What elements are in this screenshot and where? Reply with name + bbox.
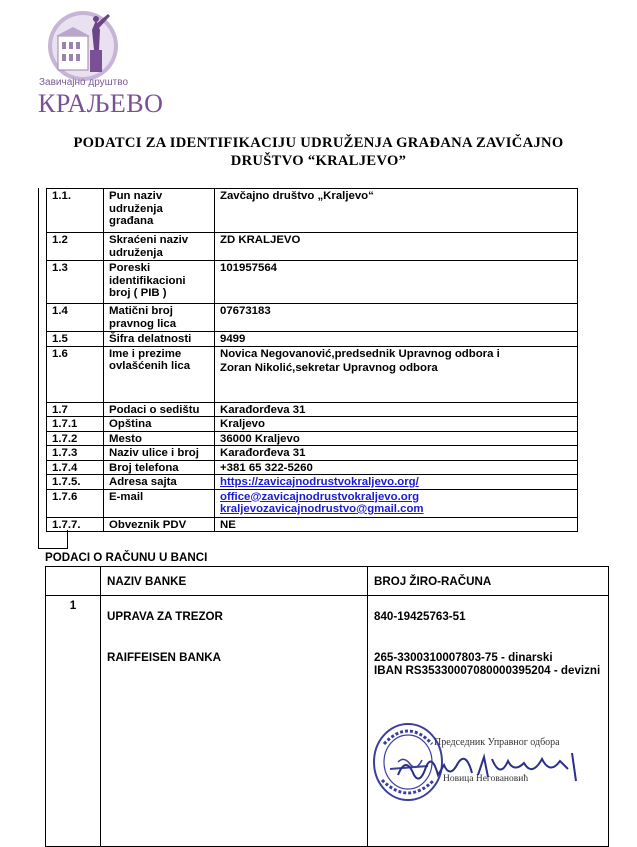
table-row <box>47 402 578 417</box>
table-row <box>47 189 578 233</box>
table-row <box>47 475 578 490</box>
handwritten-signature <box>392 745 592 795</box>
row-label: Naziv ulice i broj <box>104 446 215 461</box>
website-link[interactable]: https://zavicajnodrustvokraljevo.org/ <box>220 476 419 488</box>
row-label: Šifra delatnosti <box>104 332 215 347</box>
row-label: Pun naziv udruženja građana <box>104 189 215 233</box>
row-value: Zavčajno društvo „Kraljevo“ <box>215 189 578 233</box>
authorized-person-1: Novica Negovanović,predsednik Upravnog odbora i <box>220 347 500 360</box>
row-number: 1.7.2 <box>47 431 104 446</box>
row-label: Opština <box>104 417 215 432</box>
authorized-person-2: Zoran Nikolić,sekretar Upravnog odbora <box>220 362 438 374</box>
row-value: 07673183 <box>215 304 578 332</box>
row-number: 1.6 <box>47 346 104 402</box>
table-row <box>47 431 578 446</box>
title-line-2: DRUŠTVO “KRALJEVO” <box>230 153 407 169</box>
header-bank-name: NAZIV BANKE <box>101 567 368 596</box>
logo-city-name: КРАЉЕВО <box>38 89 164 118</box>
row-value: 101957564 <box>215 261 578 304</box>
table-row <box>47 446 578 461</box>
table-row <box>47 304 578 332</box>
table-row <box>47 332 578 347</box>
bank-name-2: RAIFFEISEN BANKA <box>107 651 222 664</box>
table-row <box>47 417 578 432</box>
identification-table <box>46 188 578 532</box>
row-value: Kraljevo <box>215 417 578 432</box>
row-label: Matični broj pravnog lica <box>104 304 215 332</box>
row-label: Obveznik PDV <box>104 517 215 532</box>
header-number-cell <box>46 567 101 596</box>
table-row <box>47 233 578 261</box>
row-number: 1.2 <box>47 233 104 261</box>
row-number: 1.7.3 <box>47 446 104 461</box>
bank-section-heading: PODACI O RAČUNU U BANCI <box>45 551 208 564</box>
table-row <box>47 261 578 304</box>
row-number: 1.7.5. <box>47 475 104 490</box>
row-value: Karađorđeva 31 <box>215 446 578 461</box>
title-line-1: PODATCI ZA IDENTIFIKACIJU UDRUŽENJA GRAĐANA ZAVIČAJNO <box>73 135 564 151</box>
row-number: 1.7 <box>47 402 104 417</box>
table-row <box>47 517 578 532</box>
row-value <box>215 346 578 402</box>
row-value: 9499 <box>215 332 578 347</box>
account-number-1: 840-19425763-51 <box>374 610 466 623</box>
row-label: E-mail <box>104 489 215 517</box>
row-number: 1.7.6 <box>47 489 104 517</box>
row-number: 1.5 <box>47 332 104 347</box>
row-value: NE <box>215 517 578 532</box>
row-value: Karađorđeva 31 <box>215 402 578 417</box>
row-value: +381 65 322-5260 <box>215 460 578 475</box>
row-value: ZD KRALJEVO <box>215 233 578 261</box>
row-label: Adresa sajta <box>104 475 215 490</box>
account-iban: IBAN RS35330007080000395204 - devizni <box>374 664 601 677</box>
email-link-gmail[interactable]: kraljevozavicajnodrustvo@gmail.com <box>220 503 424 515</box>
table-row <box>47 346 578 402</box>
row-number: 1.7.1 <box>47 417 104 432</box>
row-value: 36000 Kraljevo <box>215 431 578 446</box>
table-row <box>47 489 578 517</box>
row-label: Podaci o sedištu <box>104 402 215 417</box>
empty-table-cell <box>38 530 68 549</box>
row-value <box>215 489 578 517</box>
row-number: 1.7.7. <box>47 517 104 532</box>
row-number: 1.7.4 <box>47 460 104 475</box>
document-title <box>20 134 617 170</box>
bank-row-number: 1 <box>69 599 77 612</box>
row-value <box>215 475 578 490</box>
logo-caption: Завичајно друштво <box>39 77 129 88</box>
row-number: 1.1. <box>47 189 104 233</box>
row-label: Ime i prezime ovlašćenih lica <box>104 346 215 402</box>
email-link-office[interactable]: office@zavicajnodrustvokraljevo.org <box>220 490 420 503</box>
row-number: 1.3 <box>47 261 104 304</box>
bank-account-table <box>45 566 609 847</box>
header-account-number: BROJ ŽIRO-RAČUNA <box>368 567 609 596</box>
row-label: Poreski identifikacioni broj ( PIB ) <box>104 261 215 304</box>
row-number: 1.4 <box>47 304 104 332</box>
signature-name: Новица Неговановић <box>443 774 529 784</box>
bank-table-header <box>46 567 609 596</box>
row-label: Skraćeni naziv udruženja <box>104 233 215 261</box>
table-row <box>47 460 578 475</box>
row-label: Broj telefona <box>104 460 215 475</box>
bank-name-1: UPRAVA ZA TREZOR <box>107 610 223 623</box>
signature-title: Председник Управног одбора <box>434 737 560 748</box>
account-number-2: 265-3300310007803-75 - dinarski <box>374 651 553 664</box>
row-label: Mesto <box>104 431 215 446</box>
